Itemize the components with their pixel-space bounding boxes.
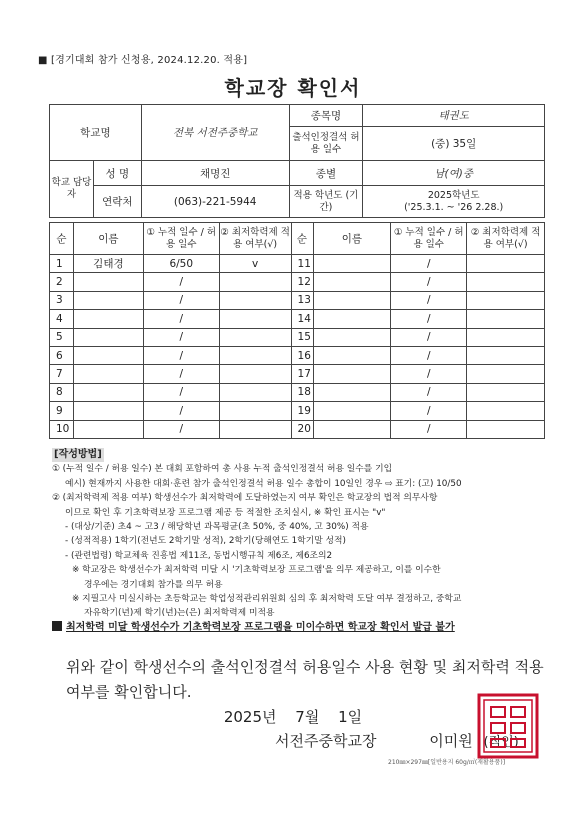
row-days: /: [143, 273, 219, 291]
row-min: v: [219, 255, 291, 273]
row-name: [73, 402, 143, 420]
row-name: [73, 383, 143, 401]
row-no: 5: [50, 328, 74, 346]
name-value: 채명진: [141, 161, 289, 186]
row-no: 1: [50, 255, 74, 273]
row-min: [467, 383, 545, 401]
table-row: [50, 291, 545, 309]
col-no: 순: [50, 223, 74, 255]
row-min: [219, 383, 291, 401]
date-year: 2025년: [223, 708, 277, 726]
row-no: 13: [291, 291, 313, 309]
row-no: 15: [291, 328, 313, 346]
row-days: /: [143, 383, 219, 401]
signer-school: 서전주중학교장: [275, 732, 377, 750]
table-row: [50, 346, 545, 364]
row-no: 4: [50, 310, 74, 328]
year-cell: [363, 186, 545, 218]
row-name: [313, 255, 391, 273]
row-no: 14: [291, 310, 313, 328]
warning-text: 최저학력 미달 학생선수가 기초학력보장 프로그램을 미이수하면 학교장 확인서 발급 불가: [66, 621, 455, 633]
row-days: /: [143, 346, 219, 364]
row-name: [73, 328, 143, 346]
row-min: [219, 346, 291, 364]
row-min: [219, 291, 291, 309]
row-min: [219, 310, 291, 328]
year-value: 2025학년도: [427, 189, 480, 201]
signer-name: 이미원: [429, 732, 473, 750]
col-no: 순: [291, 223, 313, 255]
note-2b: 이므로 확인 후 기초학력보장 프로그램 제공 등 적절한 조치실시, ※ 확인 표시는 "v": [65, 507, 386, 518]
note-6a: ※ 학교장은 학생선수가 최저학력 미달 시 '기초학력보장 프로그램'을 의무 제공하고, 이를 이수한: [72, 565, 441, 576]
note-6b: 경우에는 경기대회 참가를 의무 허용: [84, 579, 223, 590]
signer-seal-note: (직인): [483, 735, 519, 750]
row-days: /: [391, 420, 467, 438]
row-name: [313, 383, 391, 401]
contact-label: 학교 담당자: [50, 161, 94, 218]
official-seal-icon: [475, 691, 541, 761]
row-days: /: [391, 383, 467, 401]
row-no: 12: [291, 273, 313, 291]
roster-table: [49, 222, 545, 439]
row-days: /: [391, 273, 467, 291]
row-days: /: [391, 255, 467, 273]
col-days: ① 누적 일수 / 허용 일수: [143, 223, 219, 255]
date-month: 7월: [295, 708, 320, 726]
row-name: [313, 291, 391, 309]
row-name: [313, 328, 391, 346]
row-no: 3: [50, 291, 74, 309]
row-name: [313, 365, 391, 383]
row-name: [73, 365, 143, 383]
row-min: [467, 273, 545, 291]
row-no: 2: [50, 273, 74, 291]
row-days: /: [143, 310, 219, 328]
row-min: [467, 310, 545, 328]
document-title: 학교장 확인서: [224, 76, 362, 100]
roster-body: [50, 255, 545, 439]
row-min: [467, 402, 545, 420]
row-min: [467, 420, 545, 438]
row-no: 8: [50, 383, 74, 401]
row-name: [313, 402, 391, 420]
row-days: /: [391, 328, 467, 346]
row-no: 10: [50, 420, 74, 438]
confirm-statement: 위와 같이 학생선수의 출석인정결석 허용일수 사용 현황 및 최저학력 적용 여부를 확인합니다.: [66, 658, 544, 701]
row-days: /: [143, 328, 219, 346]
year-period: ('25.3.1. ~ '26 2.28.): [404, 201, 504, 213]
table-row: [50, 365, 545, 383]
school-value: 전북 서전주중학교: [141, 105, 289, 161]
row-min: [219, 420, 291, 438]
row-name: [73, 310, 143, 328]
note-4: - (성적적용) 1학기(전년도 2학기말 성적), 2학기(당해연도 1학기말 성적): [65, 536, 346, 547]
row-name: [313, 310, 391, 328]
attend-label: 출석인정결석 허용 일수: [289, 127, 363, 161]
table-row: [50, 420, 545, 438]
row-no: 20: [291, 420, 313, 438]
roster-header: [50, 223, 545, 255]
instructions: [52, 448, 542, 635]
phone-value: (063)-221-5944: [141, 186, 289, 218]
table-row: [50, 310, 545, 328]
row-name: 김태경: [73, 255, 143, 273]
attend-value: (중) 35일: [363, 127, 545, 161]
row-name: [73, 346, 143, 364]
row-no: 16: [291, 346, 313, 364]
checkbox-icon: [52, 621, 62, 631]
row-days: /: [143, 291, 219, 309]
table-row: [50, 273, 545, 291]
row-name: [313, 273, 391, 291]
paper-spec: 210㎜×297㎜[일반용지 60g/㎡(재활용품)]: [388, 759, 506, 766]
note-7b: 자유학기(년)제 학기(년)는(은) 최저학력제 미적용: [84, 608, 275, 619]
row-name: [73, 420, 143, 438]
row-min: [467, 255, 545, 273]
row-no: 18: [291, 383, 313, 401]
name-label: 성 명: [93, 161, 141, 186]
warning-line: [52, 621, 542, 635]
header-note: ■ [경기대회 참가 신청용, 2024.12.20. 적용]: [38, 55, 248, 66]
gender-label: 종별: [289, 161, 363, 186]
row-min: [219, 365, 291, 383]
row-min: [467, 365, 545, 383]
row-days: /: [391, 346, 467, 364]
col-name: 이름: [73, 223, 143, 255]
row-days: /: [143, 365, 219, 383]
row-days: /: [143, 402, 219, 420]
school-label: 학교명: [50, 105, 142, 161]
note-3: - (대상/기준) 초4 ~ 고3 / 해당학년 과목평균(초 50%, 중 40%, 고 30%) 적용: [65, 522, 369, 533]
row-days: 6/50: [143, 255, 219, 273]
row-min: [467, 328, 545, 346]
row-name: [73, 273, 143, 291]
row-name: [313, 346, 391, 364]
note-1b: 예시) 현재까지 사용한 대회·훈련 참가 출석인정결석 허용 일수 총합이 10일인 경우 ⇨ 표기: (고) 10/50: [65, 478, 462, 489]
row-no: 7: [50, 365, 74, 383]
table-row: [50, 402, 545, 420]
note-1a: ① (누적 일수 / 허용 일수) 본 대회 포함하여 총 사용 누적 출석인정결석 허용 일수를 기입: [52, 464, 393, 475]
note-2a: ② (최저학력제 적용 여부) 학생선수가 최저학력에 도달하였는지 여부 확인은 학교장의 법적 의무사항: [52, 493, 438, 504]
row-days: /: [391, 365, 467, 383]
row-min: [467, 346, 545, 364]
table-row: [50, 328, 545, 346]
event-value: 태권도: [363, 105, 545, 127]
col-min: ② 최저학력제 적용 여부(√): [219, 223, 291, 255]
row-name: [73, 291, 143, 309]
row-days: /: [391, 310, 467, 328]
event-label: 종목명: [289, 105, 363, 127]
note-5: - (관련법령) 학교체육 진흥법 제11조, 동법시행규칙 제6조, 제6조의2: [65, 550, 333, 561]
row-no: 17: [291, 365, 313, 383]
row-no: 6: [50, 346, 74, 364]
table-row: [50, 383, 545, 401]
table-row: [50, 255, 545, 273]
instructions-title: [작성방법]: [52, 448, 104, 462]
row-no: 19: [291, 402, 313, 420]
row-name: [313, 420, 391, 438]
row-min: [219, 328, 291, 346]
row-min: [219, 273, 291, 291]
row-min: [467, 291, 545, 309]
date-day: 1일: [338, 708, 363, 726]
year-label: 적용 학년도 (기간): [289, 186, 363, 218]
row-days: /: [391, 402, 467, 420]
col-name: 이름: [313, 223, 391, 255]
col-days: ① 누적 일수 / 허용 일수: [391, 223, 467, 255]
row-days: /: [391, 291, 467, 309]
row-min: [219, 402, 291, 420]
info-table: [49, 104, 545, 218]
row-no: 11: [291, 255, 313, 273]
row-days: /: [143, 420, 219, 438]
row-no: 9: [50, 402, 74, 420]
gender-value: 남(여)중: [363, 161, 545, 186]
phone-label: 연락처: [93, 186, 141, 218]
note-7a: ※ 지필고사 미실시하는 초등학교는 학업성적관리위원회 심의 후 최저학력 도달 여부 결정하고, 중학교: [72, 594, 462, 605]
col-min: ② 최저학력제 적용 여부(√): [467, 223, 545, 255]
